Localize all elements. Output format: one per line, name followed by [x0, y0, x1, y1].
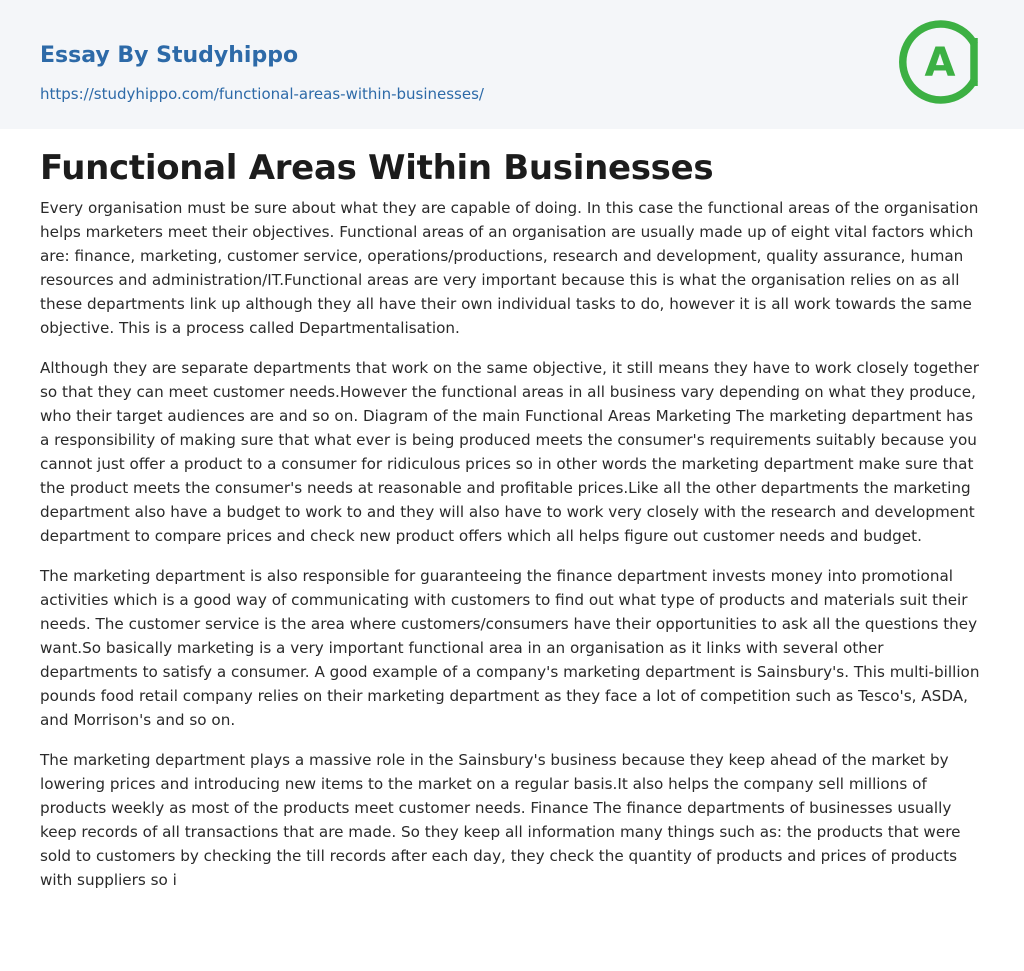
- essay-url-link[interactable]: https://studyhippo.com/functional-areas-within-businesses/: [40, 85, 484, 103]
- article: [0, 148, 1024, 892]
- logo-letter: A: [924, 40, 956, 86]
- studyhippo-logo-icon[interactable]: [898, 19, 984, 105]
- article-title: Functional Areas Within Businesses: [40, 148, 714, 188]
- brand-title[interactable]: Essay By Studyhippo: [40, 43, 299, 68]
- article-paragraph-1: Every organisation must be sure about what they are capable of doing. In this case the functional areas of the organisation helps marketers meet their objectives. Functional areas of an organisation are usually made up of eight vital factors which are: finance, marketing, customer service, operations/productions, research and development, quality assurance, human resources and administration/IT.Functional areas are very important because this is what the organisation relies on as all these departments link up although they all have their own individual tasks to do, however it is all work towards the same objective. This is a process called Departmentalisation.: [40, 199, 979, 337]
- article-paragraph-3: The marketing department is also responsible for guaranteeing the finance department invests money into promotional activities which is a good way of communicating with customers to find out what type of products and materials suit their needs. The customer service is the area where customers/consumers have their opportunities to ask all the questions they want.So basically marketing is a very important functional area in an organisation as it links with several other departments to satisfy a consumer. A good example of a company's marketing department is Sainsbury's. This multi-billion pounds food retail company relies on their marketing department as they face a lot of competition such as Tesco's, ASDA, and Morrison's and so on.: [40, 567, 980, 729]
- article-paragraph-2: Although they are separate departments that work on the same objective, it still means they have to work closely together so that they can meet customer needs.However the functional areas in all business vary depending on what they produce, who their target audiences are and so on. Diagram of the main Functional Areas Marketing The marketing department has a responsibility of making sure that what ever is being produced meets the consumer's requirements suitably because you cannot just offer a product to a consumer for ridiculous prices so in other words the marketing department make sure that the product meets the consumer's needs at reasonable and profitable prices.Like all the other departments the marketing department also have a budget to work to and they will also have to work very closely with the research and development department to compare prices and check new product offers which all helps figure out customer needs and budget.: [40, 359, 979, 545]
- site-header: [0, 0, 1024, 129]
- article-paragraph-4: The marketing department plays a massive role in the Sainsbury's business because they keep ahead of the market by lowering prices and introducing new items to the market on a regular basis.It also helps the company sell millions of products weekly as most of the products meet customer needs. Finance The finance departments of businesses usually keep records of all transactions that are made. So they keep all information many things such as: the products that were sold to customers by checking the till records after each day, they check the quantity of products and prices of products with suppliers so i: [40, 751, 961, 889]
